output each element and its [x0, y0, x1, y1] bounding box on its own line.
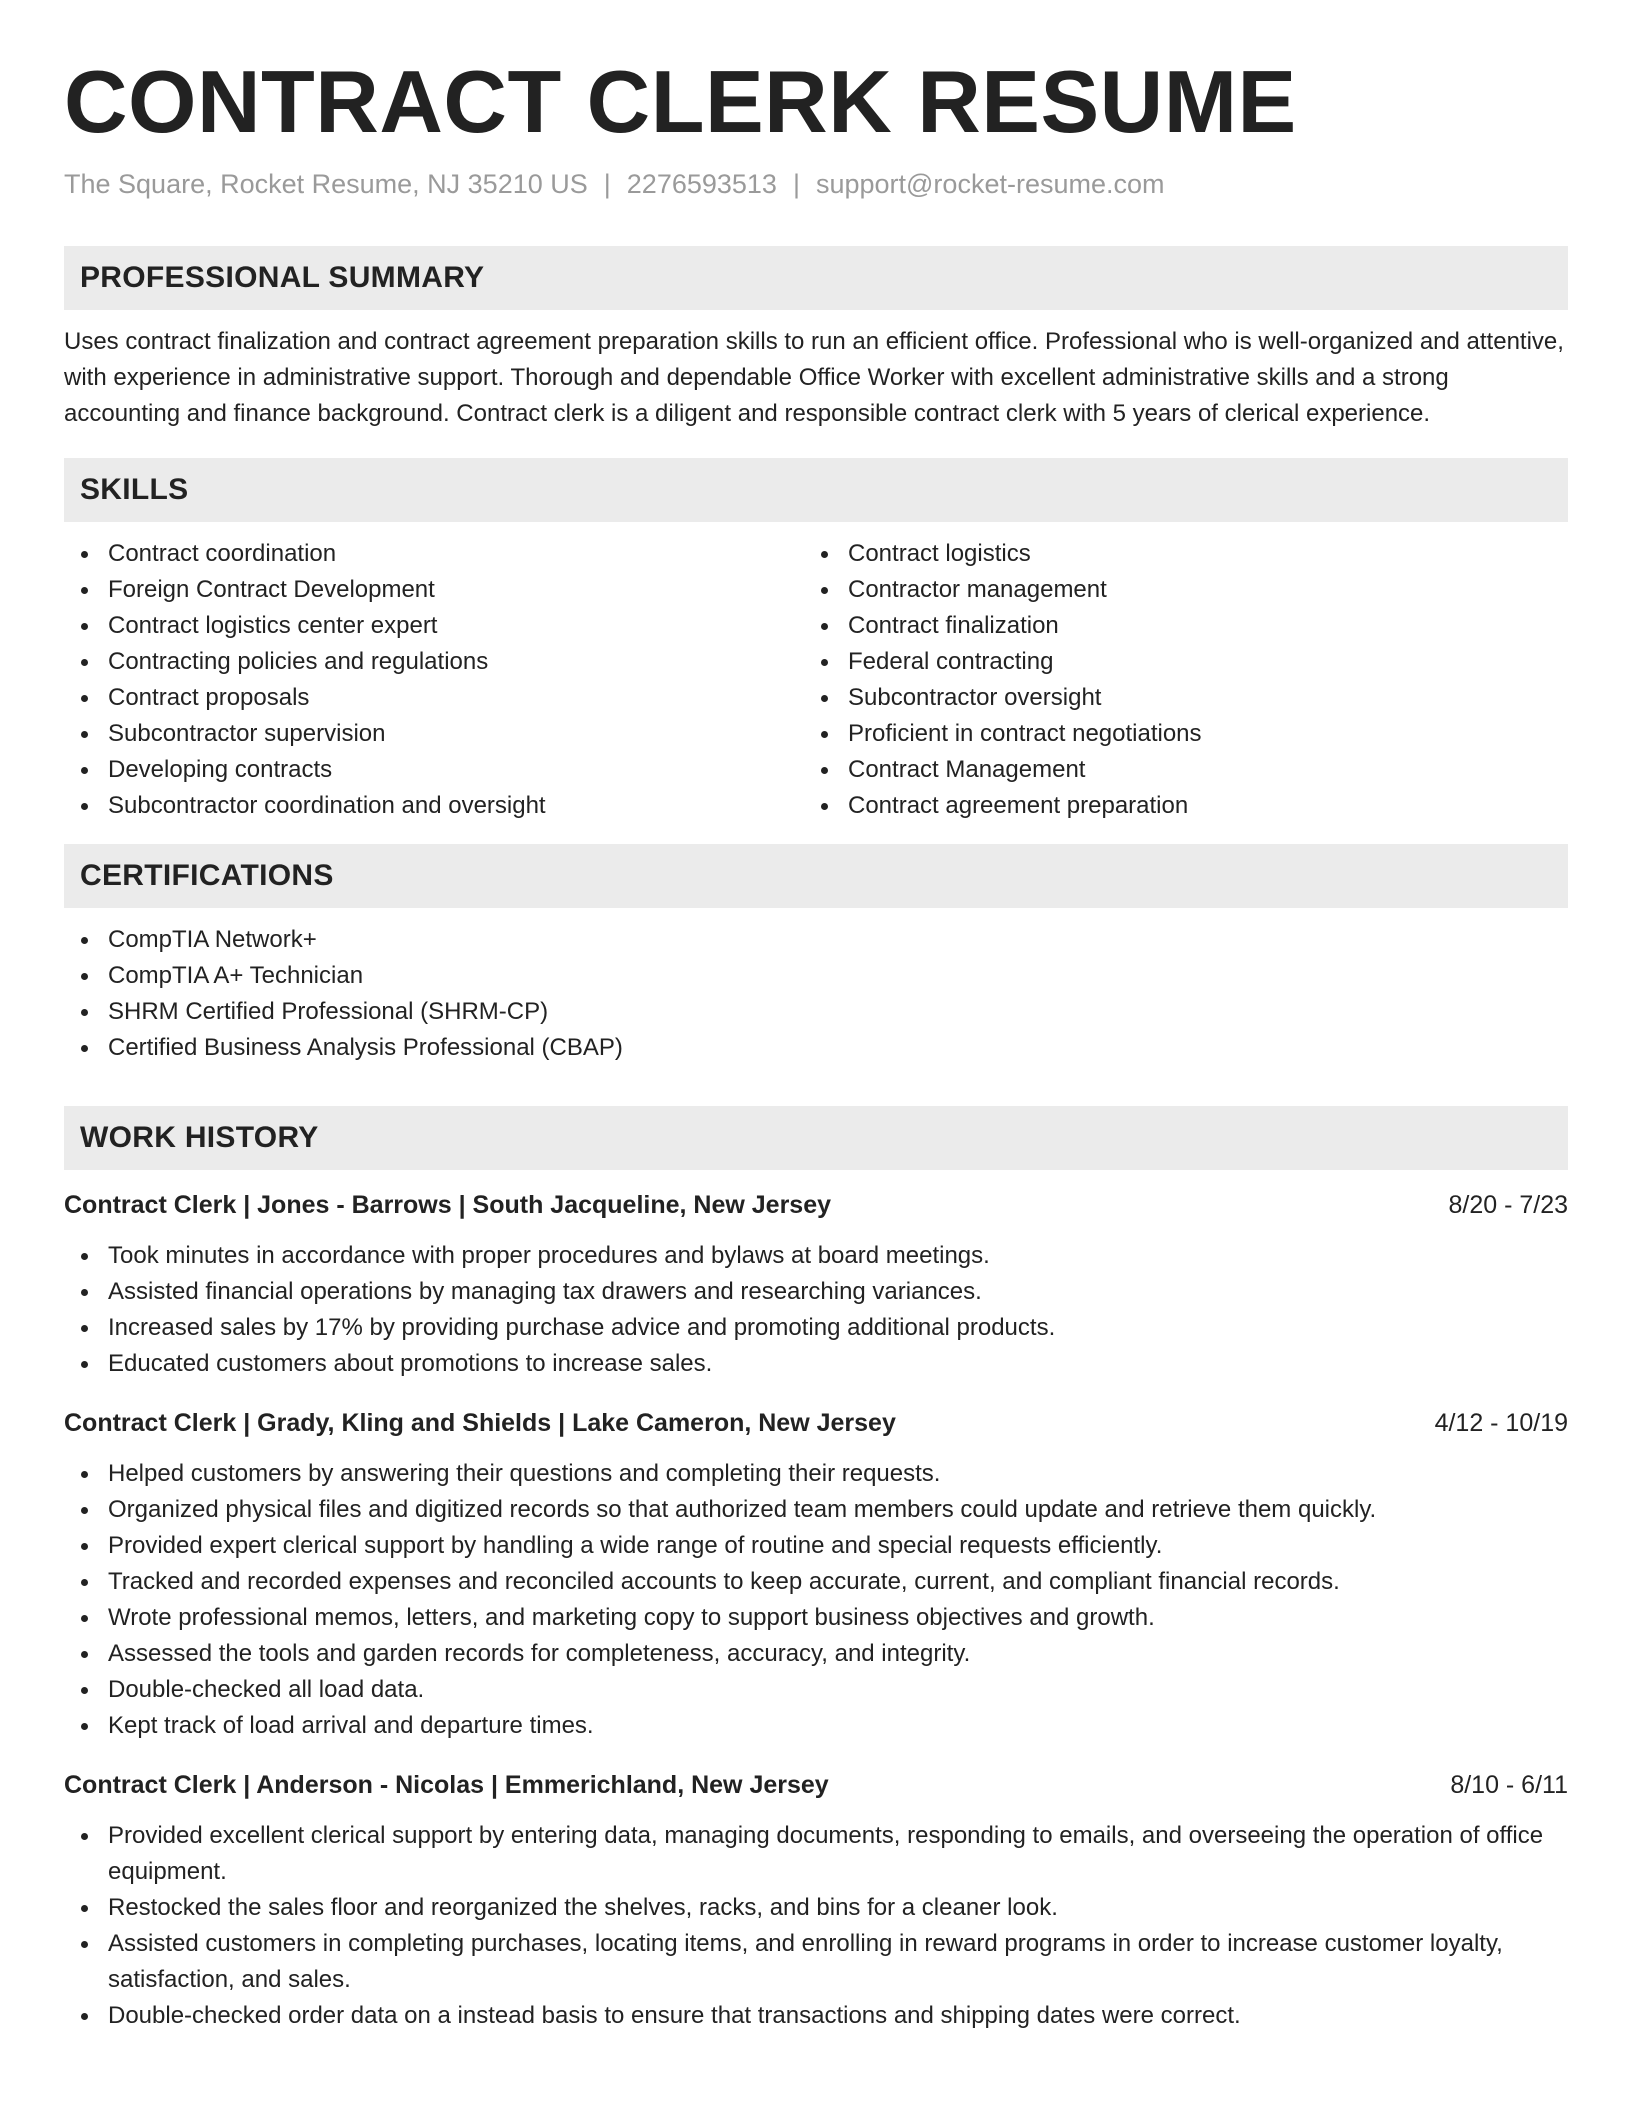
certification-item: CompTIA Network+ — [64, 922, 1568, 958]
skills-grid — [64, 536, 1568, 824]
skill-item: Federal contracting — [804, 644, 1544, 680]
job-dates: 4/12 - 10/19 — [1434, 1409, 1568, 1438]
section-heading-certifications: CERTIFICATIONS — [64, 844, 1568, 908]
certification-item: Certified Business Analysis Professional (CBAP) — [64, 1030, 1568, 1066]
job-bullet: Helped customers by answering their questions and completing their requests. — [64, 1456, 1568, 1492]
job-bullet: Took minutes in accordance with proper procedures and bylaws at board meetings. — [64, 1238, 1568, 1274]
job-bullets — [64, 1456, 1568, 1744]
skills-list-right — [804, 536, 1544, 824]
job-bullet: Educated customers about promotions to increase sales. — [64, 1346, 1568, 1382]
job-bullet: Kept track of load arrival and departure times. — [64, 1708, 1568, 1744]
job-bullet: Double-checked order data on a instead basis to ensure that transactions and shipping dates were correct. — [64, 1998, 1568, 2034]
skill-item: Contract logistics — [804, 536, 1544, 572]
job-bullets — [64, 1818, 1568, 2034]
skill-item: Contracting policies and regulations — [64, 644, 804, 680]
job-header — [64, 1768, 1568, 1802]
contact-address: The Square, Rocket Resume, NJ 35210 US — [64, 169, 588, 199]
job-bullet: Increased sales by 17% by providing purchase advice and promoting additional products. — [64, 1310, 1568, 1346]
job-dates: 8/20 - 7/23 — [1448, 1191, 1568, 1220]
contact-phone: 2276593513 — [626, 169, 777, 199]
skill-item: Contract coordination — [64, 536, 804, 572]
skill-item: Subcontractor coordination and oversight — [64, 788, 804, 824]
job-bullet: Double-checked all load data. — [64, 1672, 1568, 1708]
job-title: Contract Clerk | Jones - Barrows | South Jacqueline, New Jersey — [64, 1191, 832, 1220]
skill-item: Contract Management — [804, 752, 1544, 788]
skill-item: Contract finalization — [804, 608, 1544, 644]
certification-item: CompTIA A+ Technician — [64, 958, 1568, 994]
job-bullets — [64, 1238, 1568, 1382]
skill-item: Foreign Contract Development — [64, 572, 804, 608]
skills-list-left — [64, 536, 804, 824]
job-bullet: Provided excellent clerical support by entering data, managing documents, responding to emails, and overseeing the operation of office equipment. — [64, 1818, 1568, 1890]
job-bullet: Wrote professional memos, letters, and marketing copy to support business objectives and growth. — [64, 1600, 1568, 1636]
job-bullet: Organized physical files and digitized records so that authorized team members could update and retrieve them quickly. — [64, 1492, 1568, 1528]
contact-email: support@rocket-resume.com — [815, 169, 1165, 199]
skill-item: Subcontractor oversight — [804, 680, 1544, 716]
contact-separator: | — [792, 169, 800, 199]
skill-item: Contract agreement preparation — [804, 788, 1544, 824]
skill-item: Contract proposals — [64, 680, 804, 716]
skill-item: Contractor management — [804, 572, 1544, 608]
job-bullet: Tracked and recorded expenses and reconciled accounts to keep accurate, current, and compliant financial records. — [64, 1564, 1568, 1600]
job-entry — [64, 1406, 1568, 1744]
job-bullet: Assisted customers in completing purchases, locating items, and enrolling in reward programs in order to increase customer loyalty, satisfaction, and sales. — [64, 1926, 1568, 1998]
job-bullet: Assisted financial operations by managing tax drawers and researching variances. — [64, 1274, 1568, 1310]
skill-item: Proficient in contract negotiations — [804, 716, 1544, 752]
resume-title: CONTRACT CLERK RESUME — [64, 52, 1297, 151]
job-bullet: Assessed the tools and garden records for completeness, accuracy, and integrity. — [64, 1636, 1568, 1672]
skill-item: Developing contracts — [64, 752, 804, 788]
job-entry — [64, 1768, 1568, 2034]
section-heading-skills: SKILLS — [64, 458, 1568, 522]
job-bullet: Provided expert clerical support by handling a wide range of routine and special requests efficiently. — [64, 1528, 1568, 1564]
job-title: Contract Clerk | Grady, Kling and Shields | Lake Cameron, New Jersey — [64, 1409, 896, 1438]
job-title: Contract Clerk | Anderson - Nicolas | Emmerichland, New Jersey — [64, 1771, 829, 1800]
certifications-list — [64, 922, 1568, 1066]
job-entry — [64, 1188, 1568, 1382]
skill-item: Subcontractor supervision — [64, 716, 804, 752]
job-header — [64, 1406, 1568, 1440]
job-header — [64, 1188, 1568, 1222]
section-heading-work-history: WORK HISTORY — [64, 1106, 1568, 1170]
contact-line — [64, 168, 1568, 200]
summary-text: Uses contract finalization and contract agreement preparation skills to run an efficient office. Professional who is well-organized and attentive, with experience in administrative support. Thorough and dependable Office Worker with excellent administrative skills and a strong accounting and finance background. Contract clerk is a diligent and responsible contract clerk with 5 years of clerical experience. — [64, 328, 1564, 428]
section-heading-summary: PROFESSIONAL SUMMARY — [64, 246, 1568, 310]
certification-item: SHRM Certified Professional (SHRM-CP) — [64, 994, 1568, 1030]
job-bullet: Restocked the sales floor and reorganized the shelves, racks, and bins for a cleaner look. — [64, 1890, 1568, 1926]
job-dates: 8/10 - 6/11 — [1450, 1771, 1568, 1800]
contact-separator: | — [603, 169, 611, 199]
skill-item: Contract logistics center expert — [64, 608, 804, 644]
